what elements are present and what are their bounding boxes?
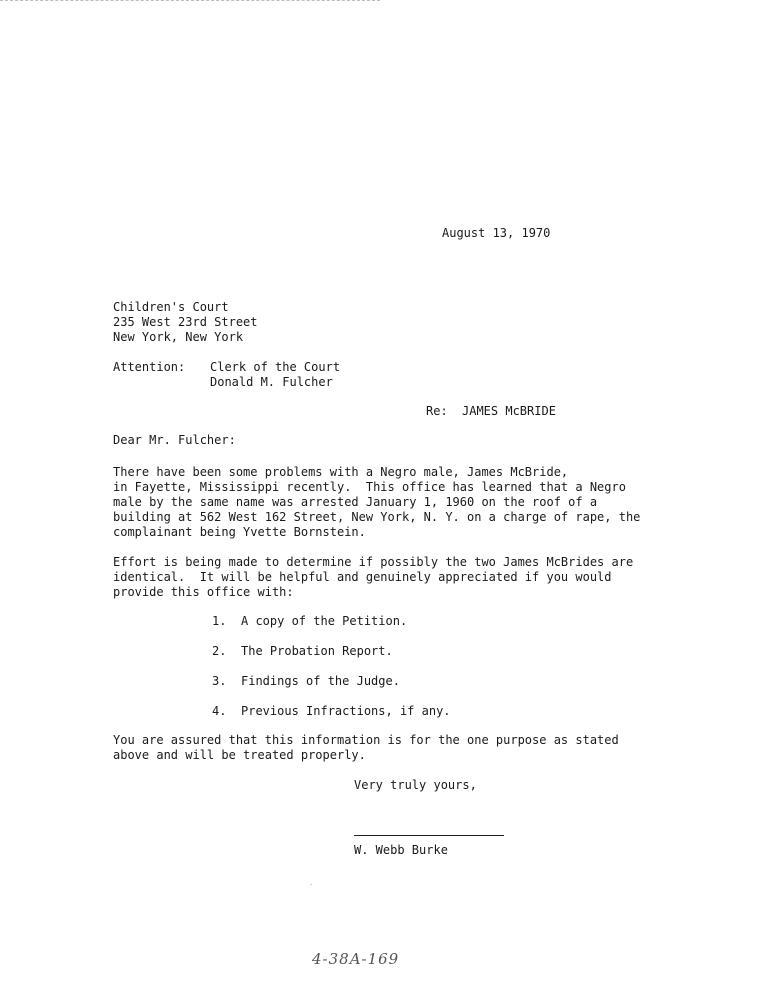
paragraph-line: There have been some problems with a Negro male, James McBride, [113, 465, 569, 479]
paragraph-line: in Fayette, Mississippi recently. This office has learned that a Negro [113, 480, 626, 494]
body-paragraph-3 [113, 733, 673, 763]
paragraph-line: above and will be treated properly. [113, 748, 366, 762]
paragraph-line: identical. It will be helpful and genuinely appreciated if you would [113, 570, 612, 584]
paragraph-line: provide this office with: [113, 585, 294, 599]
paragraph-line: complainant being Yvette Bornstein. [113, 525, 366, 539]
list-item-text: A copy of the Petition. [241, 614, 408, 628]
list-item-number: 4. [212, 704, 227, 718]
list-item-text: Previous Infractions, if any. [241, 704, 451, 718]
recipient-street: 235 West 23rd Street [113, 315, 258, 329]
paragraph-line: building at 562 West 162 Street, New York, N. Y. on a charge of rape, the [113, 510, 641, 524]
signature-line [354, 835, 504, 836]
top-border-dashes [0, 0, 380, 1]
salutation: Dear Mr. Fulcher: [113, 433, 236, 447]
scan-speck [310, 884, 312, 885]
list-item-text: Findings of the Judge. [241, 674, 400, 688]
attention-line-1: Clerk of the Court [210, 360, 341, 374]
attention-label: Attention: [113, 360, 186, 374]
re-subject: JAMES McBRIDE [462, 404, 556, 418]
closing: Very truly yours, [354, 778, 477, 792]
recipient-name: Children's Court [113, 300, 229, 314]
letter-date: August 13, 1970 [442, 226, 551, 240]
list-item-number: 1. [212, 614, 227, 628]
body-paragraph-1 [113, 465, 673, 540]
paragraph-line: male by the same name was arrested January 1, 1960 on the roof of a [113, 495, 598, 509]
list-item-number: 2. [212, 644, 227, 658]
handwritten-file-number: 4-38A-169 [312, 950, 400, 968]
body-paragraph-2 [113, 555, 673, 600]
paragraph-line: You are assured that this information is for the one purpose as stated [113, 733, 619, 747]
signer-name: W. Webb Burke [354, 843, 448, 857]
paragraph-line: Effort is being made to determine if possibly the two James McBrides are [113, 555, 634, 569]
list-item-number: 3. [212, 674, 227, 688]
re-label: Re: [426, 404, 448, 418]
list-item-text: The Probation Report. [241, 644, 393, 658]
recipient-city: New York, New York [113, 330, 244, 344]
attention-line-2: Donald M. Fulcher [210, 375, 333, 389]
